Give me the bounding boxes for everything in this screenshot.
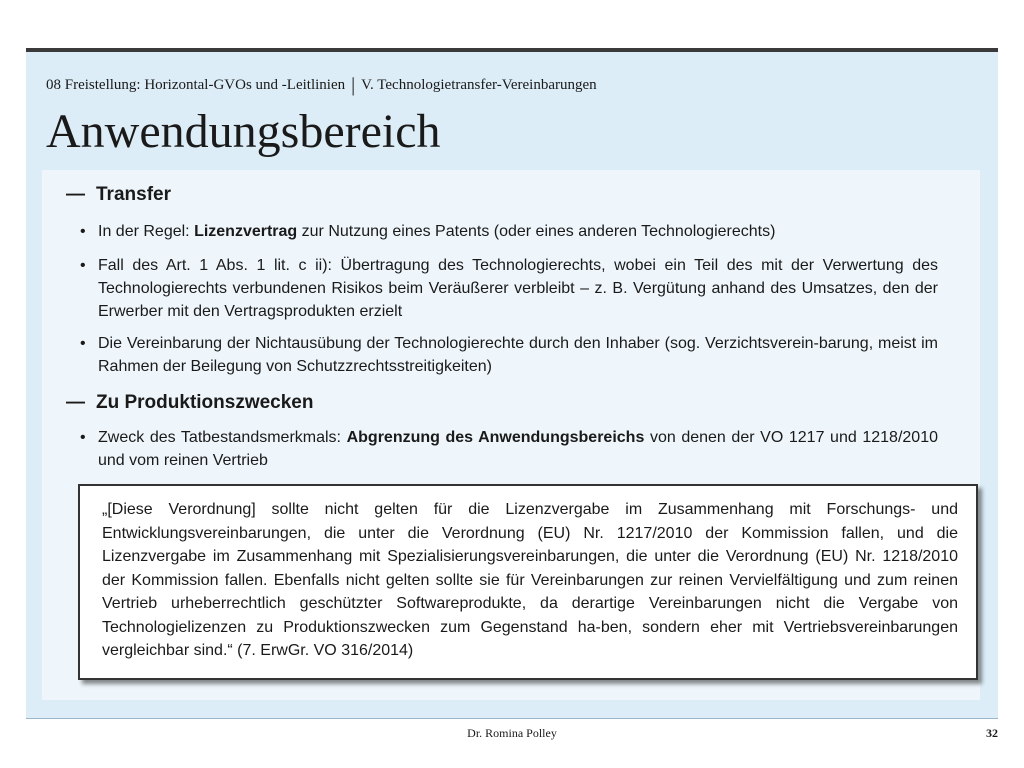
section-heading-label: Transfer — [96, 184, 171, 205]
bullet-text: In der Regel: — [98, 223, 195, 240]
page-title: Anwendungsbereich — [46, 105, 441, 158]
section-heading-label: Zu Produktionszwecken — [96, 392, 314, 413]
bullet-emphasis: Lizenzvertrag — [194, 223, 298, 240]
dash-icon: — — [66, 392, 85, 413]
bullet-text: Zweck des Tatbestandsmerkmals: — [98, 429, 347, 446]
bullet-text: zur Nutzung eines Patents (oder eines anderen Technologierechts) — [297, 223, 776, 240]
bullet-icon: • — [80, 257, 86, 274]
bullet-icon: • — [80, 223, 86, 240]
bullet-icon: • — [80, 335, 86, 352]
breadcrumb — [46, 74, 597, 97]
dash-icon: — — [66, 184, 85, 205]
list-item — [80, 426, 938, 472]
section-heading-produktionszwecke — [66, 392, 313, 414]
quote-box — [78, 484, 978, 680]
footer-author: Dr. Romina Polley — [467, 726, 557, 740]
quote-text: „[Diese Verordnung] sollte nicht gelten für die Lizenzvergabe im Zusammenhang mit Forschungs- und Entwicklungsvereinbarungen, die unter die Verordnung (EU) Nr. 1217/2010 der Kommission fallen, und die Lizenzvergabe im Zusammenhang mit Spezialisierungsvereinbarungen, die unter die Verordnung (EU) Nr. 1218/2010 der Kommission fallen. Ebenfalls nicht gelten sollte sie für Vereinbarungen zur reinen Vervielfältigung und zum reinen Vertrieb urheberrechtlich geschützter Softwareprodukte, da derartige Vereinbarungen nicht die Vergabe von Technologielizenzen zu Produktionszwecken zum Gegenstand ha-ben, sondern eher mit Vertriebsvereinbarungen vergleichbar sind.“ (7. ErwGr. VO 316/2014) — [102, 501, 958, 659]
section-heading-transfer — [66, 184, 171, 206]
breadcrumb-chapter: 08 Freistellung: Horizontal-GVOs und -Leitlinien — [46, 77, 346, 93]
footer-divider — [26, 718, 998, 719]
bullet-icon: • — [80, 429, 86, 446]
bullet-text: von denen der VO 1217 und 1218/2010 und vom reinen Vertrieb — [98, 429, 938, 469]
bullet-emphasis: Abgrenzung des Anwendungsbereichs — [346, 429, 645, 446]
list-item — [80, 254, 938, 323]
bullet-text: Fall des Art. 1 Abs. 1 lit. c ii): Übertragung des Technologierechts, wobei ein Teil des mit der Verwertung des Technologierechts verbundenen Risikos beim Veräußerer verbleibt – z. B. Vergütung anhand des Umsatzes, den der Erwerber mit den Vertragsprodukten erzielt — [98, 257, 938, 320]
content-panel — [42, 170, 980, 700]
page-number: 32 — [986, 726, 998, 740]
breadcrumb-section: V. Technologietransfer-Vereinbarungen — [361, 77, 597, 93]
list-item — [80, 220, 938, 243]
breadcrumb-separator: | — [351, 74, 356, 96]
bullet-text: Die Vereinbarung der Nichtausübung der Technologierechte durch den Inhaber (sog. Verzichtsverein-barung, meist im Rahmen der Beilegung von Schutzzrechtsstreitigkeiten) — [98, 335, 938, 375]
slide — [26, 48, 998, 718]
list-item — [80, 332, 938, 378]
